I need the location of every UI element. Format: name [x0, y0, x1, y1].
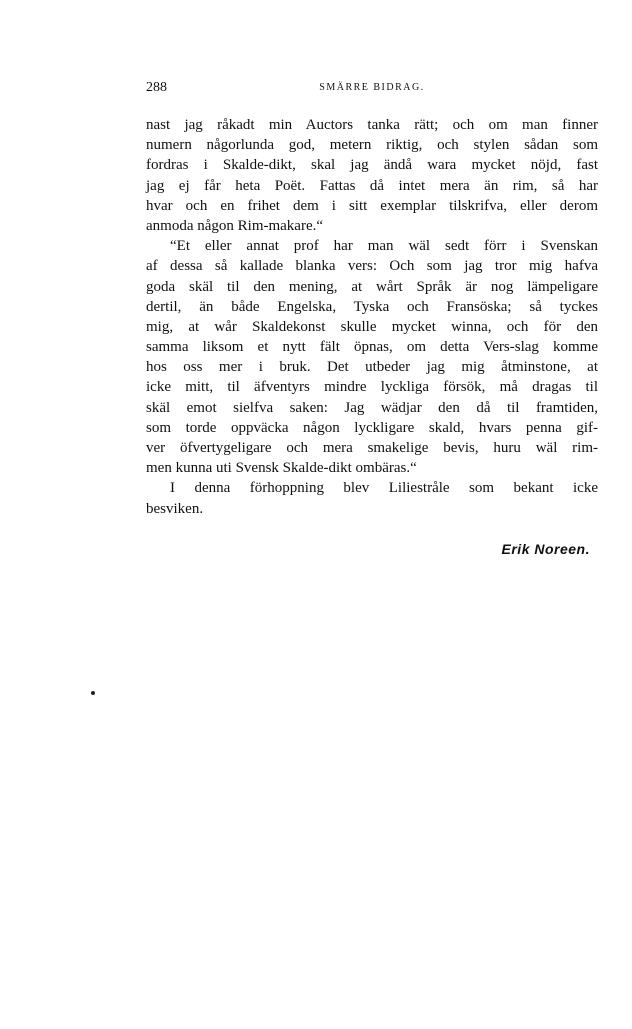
text-line: nast jag råkadt min Auctors tanka rätt; och om man finner — [146, 117, 598, 133]
text-line: icke mitt, til äfventyrs mindre lyckliga försök, må dragas til — [146, 379, 598, 396]
text-line: fordras i Skalde-dikt, skal jag ändå wara mycket nöjd, fast — [146, 157, 598, 174]
author-signature: Erik Noreen. — [501, 541, 590, 557]
text-line: besviken. — [146, 500, 204, 517]
text-line: goda skäl til den mening, at wårt Språk är nog lämpeligare — [146, 278, 598, 295]
text-line: hvar och en frihet dem i sitt exemplar tilskrifva, eller derom — [146, 197, 598, 214]
text-line: ver öfvertygeligare och mera smakelige bevis, huru wäl rim- — [146, 440, 598, 456]
text-line: numern någorlunda god, metern riktig, och stylen sådan som — [146, 137, 598, 154]
page-number: 288 — [146, 80, 167, 95]
text-line: dertil, än både Engelska, Tyska och Fransöska; så tyckes — [146, 298, 598, 315]
body-text — [146, 115, 598, 519]
page-header — [146, 80, 598, 100]
text-line: anmoda någon Rim-makare.“ — [146, 217, 324, 234]
text-line: som torde oppväcka någon lyckligare skald, hvars penna gif- — [146, 419, 598, 436]
text-line: hos oss mer i bruk. Det utbeder jag mig åtminstone, at — [146, 359, 598, 376]
text-line: I denna förhoppning blev Liliestråle som bekant icke — [170, 480, 598, 497]
scan-speck — [91, 691, 95, 695]
text-line: samma liksom et nytt fält öpnas, om detta Vers-slag komme — [146, 339, 598, 356]
text-line: af dessa så kallade blanka vers: Och som jag tror mig hafva — [146, 258, 598, 275]
text-line: jag ej får heta Poët. Fattas då intet mera än rim, så har — [146, 177, 598, 194]
text-line: men kunna uti Svensk Skalde-dikt ombäras.“ — [146, 460, 417, 477]
text-line: skäl emot sielfva saken: Jag wädjar den då til framtiden, — [146, 399, 598, 416]
text-line: mig, at wår Skaldekonst skulle mycket winna, och för den — [146, 318, 598, 335]
text-line: “Et eller annat prof har man wäl sedt förr i Svenskan — [170, 238, 598, 255]
running-title: SMÄRRE BIDRAG. — [319, 82, 425, 93]
